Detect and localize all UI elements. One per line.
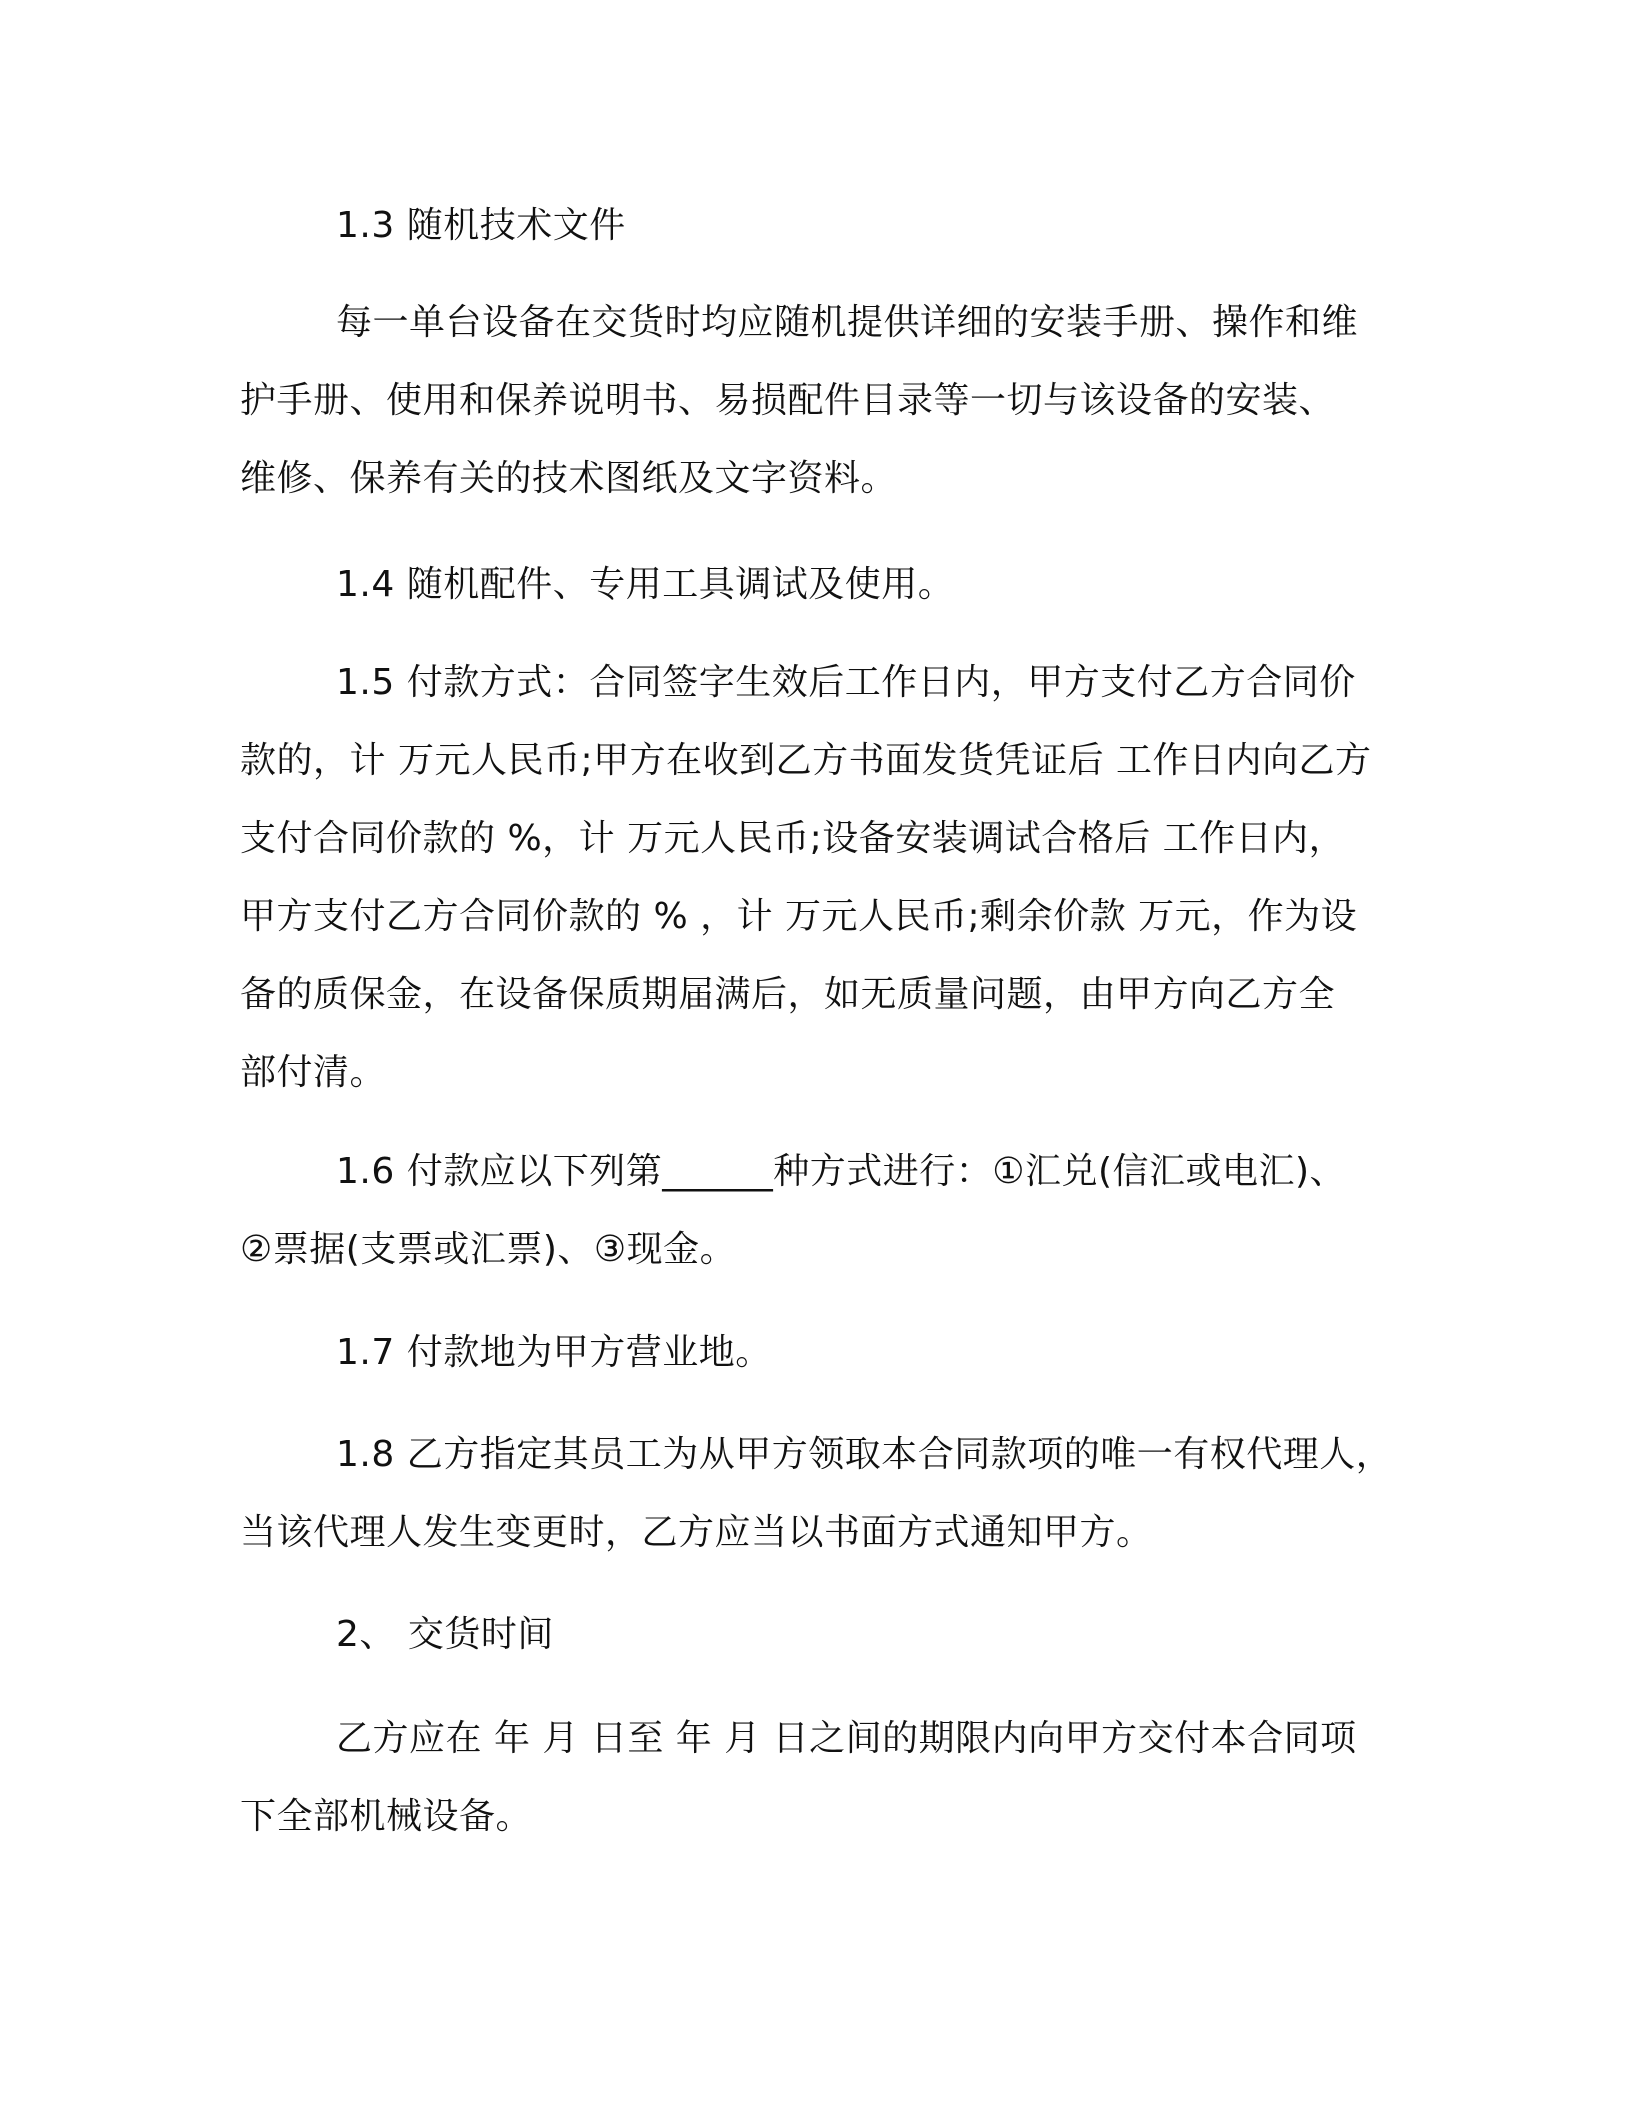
paragraph-line: 1.5 付款方式：合同签字生效后工作日内，甲方支付乙方合同价 [336, 662, 1356, 703]
paragraph-line: 下全部机械设备。 [240, 1796, 533, 1837]
paragraph-line: 1.8 乙方指定其员工为从甲方领取本合同款项的唯一有权代理人， [336, 1434, 1393, 1475]
section-heading: 1.3 随机技术文件 [336, 205, 626, 246]
section-1-4-paragraph [240, 546, 1400, 624]
paragraph-line: 1.4 随机配件、专用工具调试及使用。 [336, 564, 955, 605]
section-1-3-title [240, 187, 1400, 265]
paragraph-line: 维修、保养有关的技术图纸及文字资料。 [240, 458, 898, 499]
paragraph-line: 支付合同价款的 %，计 万元人民币;设备安装调试合格后 工作日内， [240, 818, 1346, 859]
paragraph-line: 备的质保金，在设备保质期届满后，如无质量问题，由甲方向乙方全 [240, 974, 1336, 1015]
section-1-8-paragraph [240, 1416, 1400, 1572]
paragraph-line: 款的，计 万元人民币;甲方在收到乙方书面发货凭证后 工作日内向乙方 [240, 740, 1372, 781]
section-1-6-paragraph [240, 1133, 1400, 1289]
section-1-7-paragraph [240, 1314, 1400, 1392]
section-2-paragraph [240, 1700, 1400, 1856]
paragraph-line: 甲方支付乙方合同价款的 % ，计 万元人民币;剩余价款 万元，作为设 [240, 896, 1358, 937]
section-1-5-paragraph [240, 644, 1400, 1112]
paragraph-line: 部付清。 [240, 1052, 387, 1093]
paragraph-line: 1.7 付款地为甲方营业地。 [336, 1332, 772, 1373]
section-1-3-paragraph [240, 284, 1400, 518]
paragraph-line: 当该代理人发生变更时，乙方应当以书面方式通知甲方。 [240, 1512, 1153, 1553]
section-2-title [240, 1596, 1400, 1674]
paragraph-line: ②票据(支票或汇票)、③现金。 [240, 1229, 737, 1270]
paragraph-line: 1.6 付款应以下列第______种方式进行：①汇兑(信汇或电汇)、 [336, 1151, 1347, 1192]
paragraph-line: 乙方应在 年 月 日至 年 月 日之间的期限内向甲方交付本合同项 [336, 1718, 1357, 1759]
paragraph-line: 每一单台设备在交货时均应随机提供详细的安装手册、操作和维 [336, 302, 1359, 343]
paragraph-line: 护手册、使用和保养说明书、易损配件目录等一切与该设备的安装、 [240, 380, 1336, 421]
section-heading: 2、 交货时间 [336, 1614, 554, 1655]
